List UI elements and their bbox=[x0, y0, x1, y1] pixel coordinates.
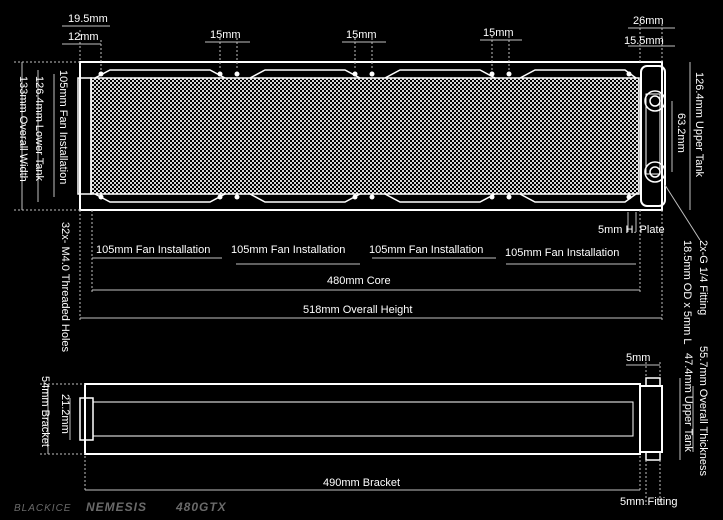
overall-thickness: 55.7mm Overall Thickness bbox=[697, 346, 709, 477]
dim-12mm: 12mm bbox=[68, 31, 99, 43]
h-plate-label: 5mm H. Plate bbox=[598, 224, 665, 236]
side-outline bbox=[85, 384, 640, 454]
dim-15mm-b: 15mm bbox=[346, 29, 377, 41]
dim-fan-installation-left: 105mm Fan Installation bbox=[57, 70, 69, 185]
dim-overall-width: 133mm Overall Width bbox=[17, 76, 29, 182]
fitting-5mm: 5mm Fitting bbox=[620, 496, 678, 508]
dim-19-5mm: 19.5mm bbox=[68, 13, 108, 25]
dim-15-5mm: 15.5mm bbox=[624, 35, 664, 47]
dim-15mm-a: 15mm bbox=[210, 29, 241, 41]
brand-model: NEMESIS bbox=[86, 500, 148, 514]
brand-suffix: 480GTX bbox=[176, 500, 227, 514]
dim-21-2mm: 21.2mm bbox=[59, 394, 71, 434]
dim-lower-tank: 126.4mm Lower Tank bbox=[33, 76, 45, 181]
side-upper-tank-label: 47.4mm Upper Tank bbox=[682, 353, 694, 452]
threaded-holes-label: 32x- M4.0 Threaded Holes bbox=[59, 222, 71, 353]
fan-installation-1: 105mm Fan Installation bbox=[96, 244, 211, 256]
dim-26mm: 26mm bbox=[633, 15, 664, 27]
fan-installation-4: 105mm Fan Installation bbox=[505, 247, 620, 259]
overall-height: 518mm Overall Height bbox=[303, 304, 413, 316]
brand-logo bbox=[14, 500, 227, 514]
dim-15mm-c: 15mm bbox=[483, 27, 514, 39]
top-view bbox=[14, 13, 709, 353]
side-upper-tank bbox=[640, 386, 662, 452]
fan-installation-2: 105mm Fan Installation bbox=[231, 244, 346, 256]
core-length: 480mm Core bbox=[327, 275, 391, 287]
bracket-54mm: 54mm Bracket bbox=[39, 376, 51, 447]
bracket-490mm: 490mm Bracket bbox=[323, 477, 401, 489]
radiator-core-fins bbox=[91, 78, 639, 194]
fitting-label: 2x-G 1/4 Fitting bbox=[697, 240, 709, 316]
dim-5mm: 5mm bbox=[626, 352, 651, 364]
dim-upper-tank: 126.4mm Upper Tank bbox=[693, 72, 705, 177]
dim-63-2mm: 63.2mm bbox=[675, 113, 687, 153]
side-view bbox=[39, 346, 709, 508]
brand-name: BLACKICE bbox=[14, 503, 72, 514]
fan-installation-3: 105mm Fan Installation bbox=[369, 244, 484, 256]
side-fitting bbox=[646, 378, 660, 386]
od-label: 18.5mm OD x 5mm L bbox=[681, 240, 693, 345]
